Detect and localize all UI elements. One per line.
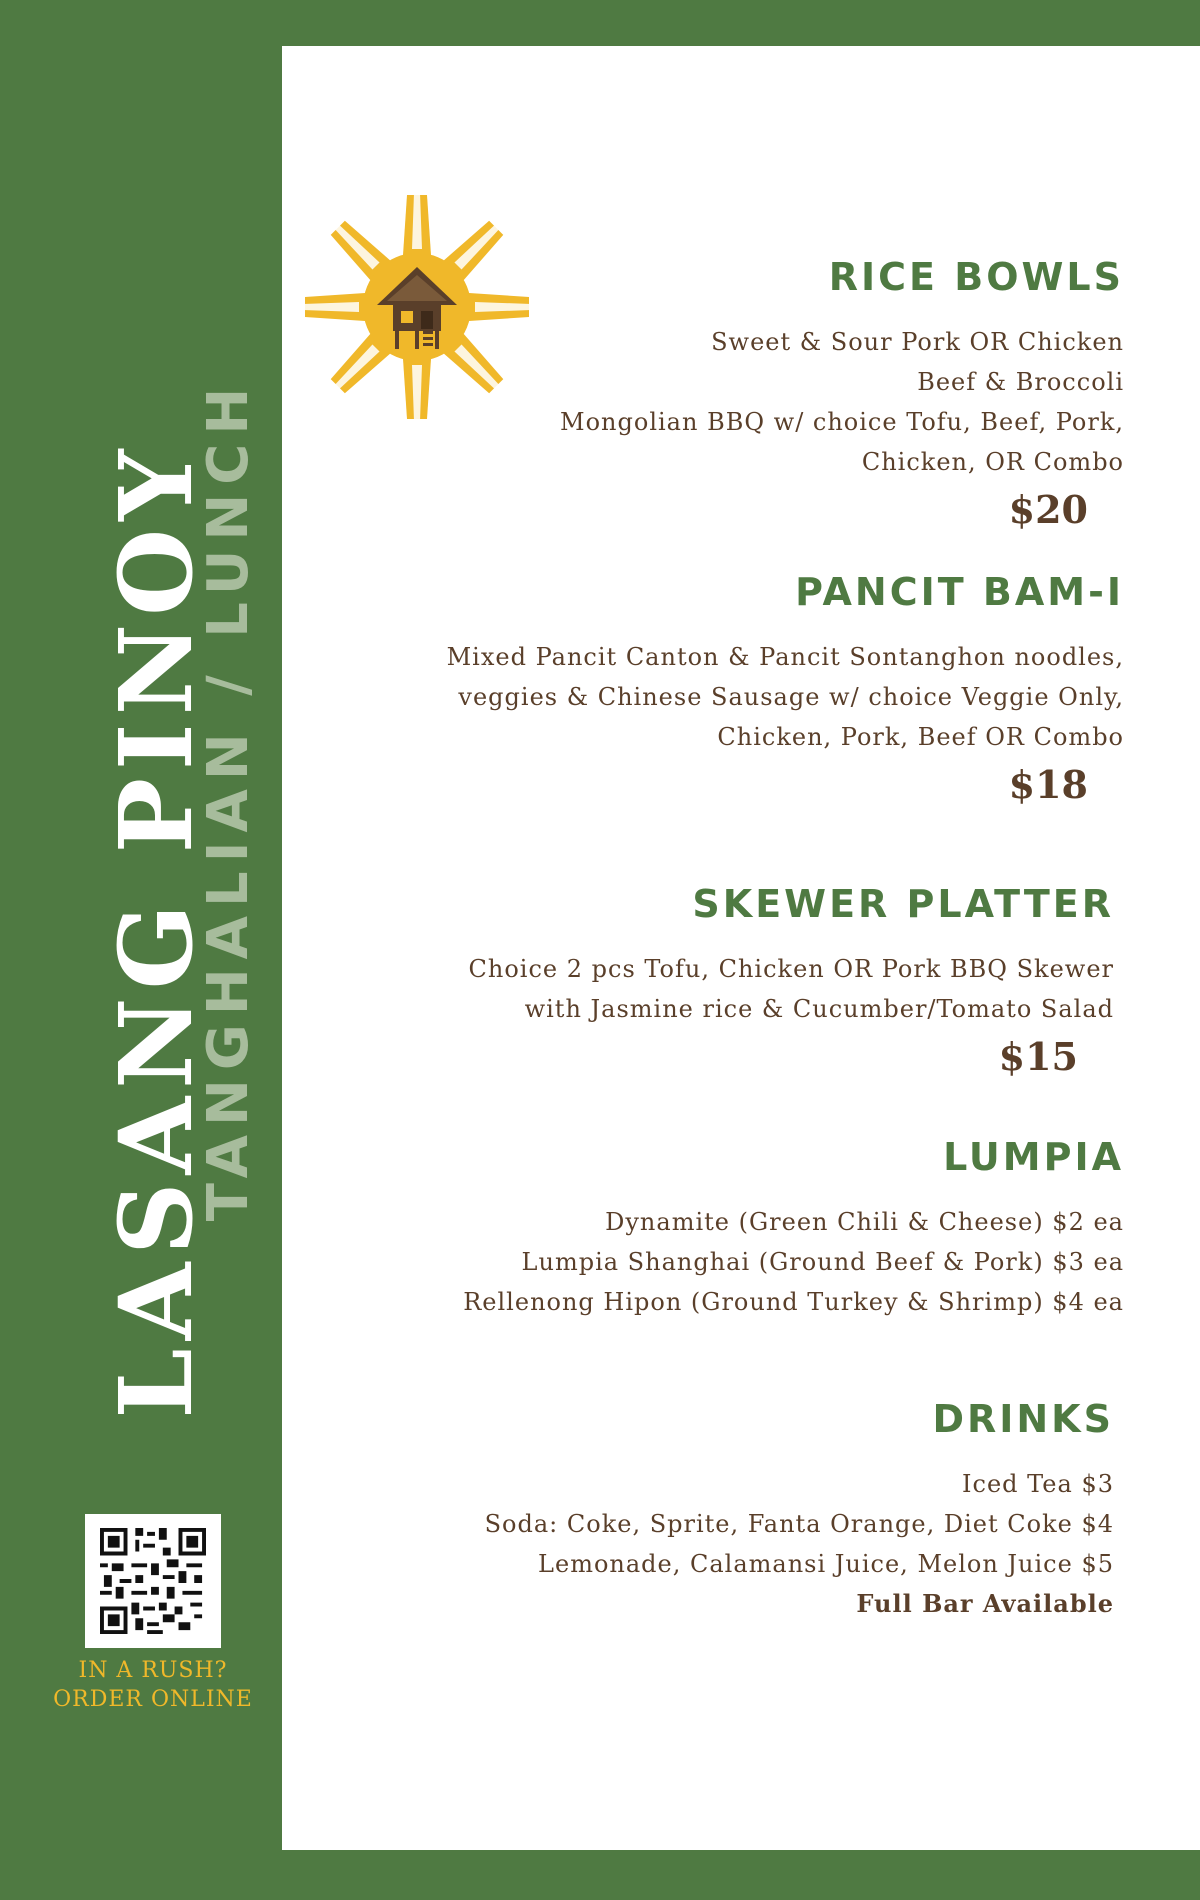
menu-item: Lumpia Shanghai (Ground Beef & Pork) $3 ea: [521, 1248, 1124, 1276]
section-pancit: [446, 570, 1124, 807]
section-title: LUMPIA: [943, 1135, 1124, 1179]
qr-caption-line2: ORDER ONLINE: [53, 1687, 253, 1712]
menu-item: Chicken, OR Combo: [861, 448, 1124, 476]
section-price: $18: [1008, 762, 1088, 807]
section-title: RICE BOWLS: [828, 255, 1124, 299]
order-qr-code[interactable]: [85, 1514, 221, 1648]
menu-item: Dynamite (Green Chili & Cheese) $2 ea: [605, 1208, 1124, 1236]
section-title: SKEWER PLATTER: [692, 882, 1114, 926]
menu-item: with Jasmine rice & Cucumber/Tomato Salad: [524, 995, 1114, 1023]
menu-item: veggies & Chinese Sausage w/ choice Veggie Only,: [458, 683, 1124, 711]
menu-item: Mongolian BBQ w/ choice Tofu, Beef, Pork,: [560, 408, 1124, 436]
menu-item: Chicken, Pork, Beef OR Combo: [717, 723, 1124, 751]
menu-item: Rellenong Hipon (Ground Turkey & Shrimp) $4 ea: [463, 1288, 1124, 1316]
qr-caption-line1: IN A RUSH?: [78, 1658, 228, 1683]
order-online-caption[interactable]: [20, 1656, 286, 1714]
section-drinks: [484, 1397, 1114, 1624]
sun-hut-logo: [300, 190, 534, 424]
menu-item: Choice 2 pcs Tofu, Chicken OR Pork BBQ Skewer: [468, 955, 1114, 983]
section-skewer: [468, 882, 1114, 1079]
section-price: $20: [1008, 487, 1088, 532]
menu-item: Soda: Coke, Sprite, Fanta Orange, Diet Coke $4: [484, 1510, 1114, 1538]
section-title: DRINKS: [932, 1397, 1114, 1441]
menu-item: Beef & Broccoli: [917, 368, 1124, 396]
qr-code-icon: [99, 1528, 207, 1634]
menu-item: Iced Tea $3: [962, 1470, 1114, 1498]
menu-item: Lemonade, Calamansi Juice, Melon Juice $5: [538, 1550, 1114, 1578]
section-lumpia: [463, 1135, 1124, 1322]
sun-hut-icon: [300, 190, 534, 424]
menu-item: Sweet & Sour Pork OR Chicken: [711, 328, 1124, 356]
menu-item: Full Bar Available: [856, 1589, 1114, 1618]
menu-item: Mixed Pancit Canton & Pancit Sontanghon noodles,: [446, 643, 1124, 671]
section-price: $15: [998, 1034, 1078, 1079]
section-title: PANCIT BAM-I: [795, 570, 1124, 614]
brand-title: LASANG PINOY: [97, 441, 215, 1419]
menu-subtitle: TANGHALIAN / LUNCH: [196, 378, 261, 1222]
section-rice-bowls: [560, 255, 1124, 532]
